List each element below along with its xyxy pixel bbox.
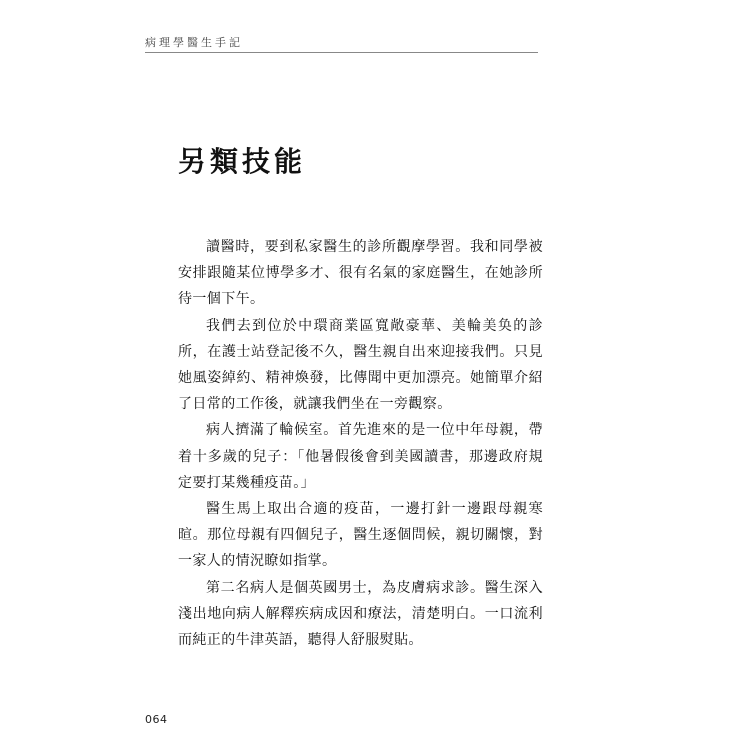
chapter-title: 另類技能 [178,145,307,178]
paragraph: 讀醫時，要到私家醫生的診所觀摩學習。我和同學被安排跟隨某位博學多才、很有名氣的家庭醫生，在她診所待一個下午。 [178,239,543,308]
header-rule [145,52,538,53]
page-number: 064 [145,713,168,726]
paragraph: 我們去到位於中環商業區寬敞豪華、美輪美奂的診所，在護士站登記後不久，醫生親自出來迎接我們。只見她風姿綽約、精神煥發，比傳聞中更加漂亮。她簡單介紹了日常的工作後，就讓我們坐在一旁觀察。 [178,317,543,413]
paragraph: 第二名病人是個英國男士，為皮膚病求診。醫生深入淺出地向病人解釋疾病成因和療法，清楚明白。一口流利而純正的牛津英語，聽得人舒服熨貼。 [178,579,543,649]
body-text [178,234,543,653]
paragraph: 病人擠滿了輪候室。首先進來的是一位中年母親，帶着十多歲的兒子：「他暑假後會到美國讀書，那邊政府規定要打某幾種疫苗。」 [178,422,543,491]
paragraph: 醫生馬上取出合適的疫苗，一邊打針一邊跟母親寒暄。那位母親有四個兒子，醫生逐個問候，親切關懷，對一家人的情況瞭如指掌。 [178,501,543,570]
running-header: 病理學醫生手記 [145,36,243,49]
